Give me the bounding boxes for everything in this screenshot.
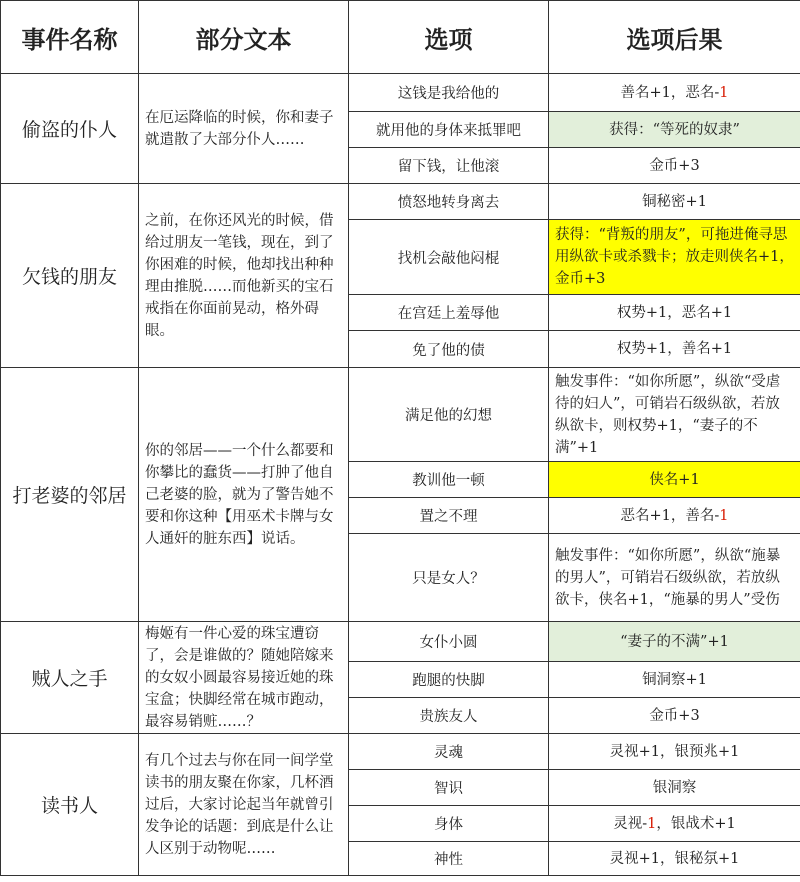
- option-result: 灵视+1，银预兆+1: [549, 734, 800, 770]
- header-partial-text: 部分文本: [139, 1, 349, 74]
- table-row: [1, 622, 800, 662]
- option-result: 权势+1，善名+1: [549, 331, 800, 368]
- option-label: 这钱是我给他的: [349, 74, 549, 112]
- option-label: 女仆小圆: [349, 622, 549, 662]
- event-text: 有几个过去与你在同一间学堂读书的朋友聚在你家，几杯酒过后，大家讨论起当年就曾引发争论的话题：到底是什么让人区别于动物呢……: [139, 734, 349, 876]
- event-text: 在厄运降临的时候，你和妻子就遣散了大部分仆人……: [139, 74, 349, 184]
- event-name: 欠钱的朋友: [1, 184, 139, 368]
- header-option-results: 选项后果: [549, 1, 800, 74]
- option-label: 留下钱，让他滚: [349, 148, 549, 184]
- table-row: [1, 368, 800, 462]
- option-result: 铜秘密+1: [549, 184, 800, 220]
- event-name: 读书人: [1, 734, 139, 876]
- option-label: 找机会敲他闷棍: [349, 220, 549, 295]
- option-label: 就用他的身体来抵罪吧: [349, 112, 549, 148]
- option-label: 身体: [349, 806, 549, 842]
- table-row: [1, 734, 800, 770]
- option-label: 愤怒地转身离去: [349, 184, 549, 220]
- option-result: [549, 74, 800, 112]
- option-label: 跑腿的快脚: [349, 662, 549, 698]
- table-row: [1, 74, 800, 112]
- option-result: [549, 806, 800, 842]
- option-result: 金币+3: [549, 148, 800, 184]
- table-row: [1, 184, 800, 220]
- header-row: [1, 1, 800, 74]
- option-label: 置之不理: [349, 498, 549, 534]
- option-label: 智识: [349, 770, 549, 806]
- result-negative: 1: [719, 84, 729, 101]
- option-label: 在宫廷上羞辱他: [349, 295, 549, 331]
- event-name: 贼人之手: [1, 622, 139, 734]
- result-negative: 1: [647, 815, 657, 832]
- header-options: 选项: [349, 1, 549, 74]
- option-result: 触发事件：“如你所愿”，纵欲“受虐待的妇人”，可销岩石级纵欲，若放纵欲卡，则权势+1，“妻子的不满”+1: [549, 368, 800, 462]
- option-label: 教训他一顿: [349, 462, 549, 498]
- result-text: ，银战术+1: [656, 815, 736, 832]
- event-text: 之前，在你还风光的时候，借给过朋友一笔钱，现在，到了你困难的时候，他却找出种种理由推脱……而他新买的宝石戒指在你面前晃动，格外碍眼。: [139, 184, 349, 368]
- option-result: 银洞察: [549, 770, 800, 806]
- option-result: 金币+3: [549, 698, 800, 734]
- result-text: 善名+1，恶名-: [620, 84, 720, 101]
- header-event-name: 事件名称: [1, 1, 139, 74]
- option-result: 权势+1，恶名+1: [549, 295, 800, 331]
- option-result: 铜洞察+1: [549, 662, 800, 698]
- option-label: 满足他的幻想: [349, 368, 549, 462]
- option-label: 只是女人？: [349, 534, 549, 622]
- result-text: 灵视-: [613, 815, 648, 832]
- option-result: “妻子的不满”+1: [549, 622, 800, 662]
- event-text: 你的邻居——一个什么都要和你攀比的蠢货——打肿了他自己老婆的脸，就为了警告她不要和你这种【用巫术卡牌与女人通奸的脏东西】说话。: [139, 368, 349, 622]
- event-text: 梅姬有一件心爱的珠宝遭窃了，会是谁做的？随她陪嫁来的女奴小圆最容易接近她的珠宝盒；快脚经常在城市跑动，最容易销赃……？: [139, 622, 349, 734]
- option-label: 免了他的债: [349, 331, 549, 368]
- option-result: 获得：“背叛的朋友”，可拖进俺寻思用纵欲卡或杀戮卡；放走则侠名+1，金币+3: [549, 220, 800, 295]
- result-text: 恶名+1，善名-: [620, 507, 720, 524]
- option-result: 灵视+1，银秘氛+1: [549, 842, 800, 876]
- option-result: 侠名+1: [549, 462, 800, 498]
- event-name: 打老婆的邻居: [1, 368, 139, 622]
- event-name: 偷盗的仆人: [1, 74, 139, 184]
- option-result: 获得：“等死的奴隶”: [549, 112, 800, 148]
- option-label: 贵族友人: [349, 698, 549, 734]
- option-label: 神性: [349, 842, 549, 876]
- result-negative: 1: [719, 507, 729, 524]
- option-result: 触发事件：“如你所愿”，纵欲“施暴的男人”，可销岩石级纵欲，若放纵欲卡，侠名+1，“施暴的男人”受伤: [549, 534, 800, 622]
- option-result: [549, 498, 800, 534]
- option-label: 灵魂: [349, 734, 549, 770]
